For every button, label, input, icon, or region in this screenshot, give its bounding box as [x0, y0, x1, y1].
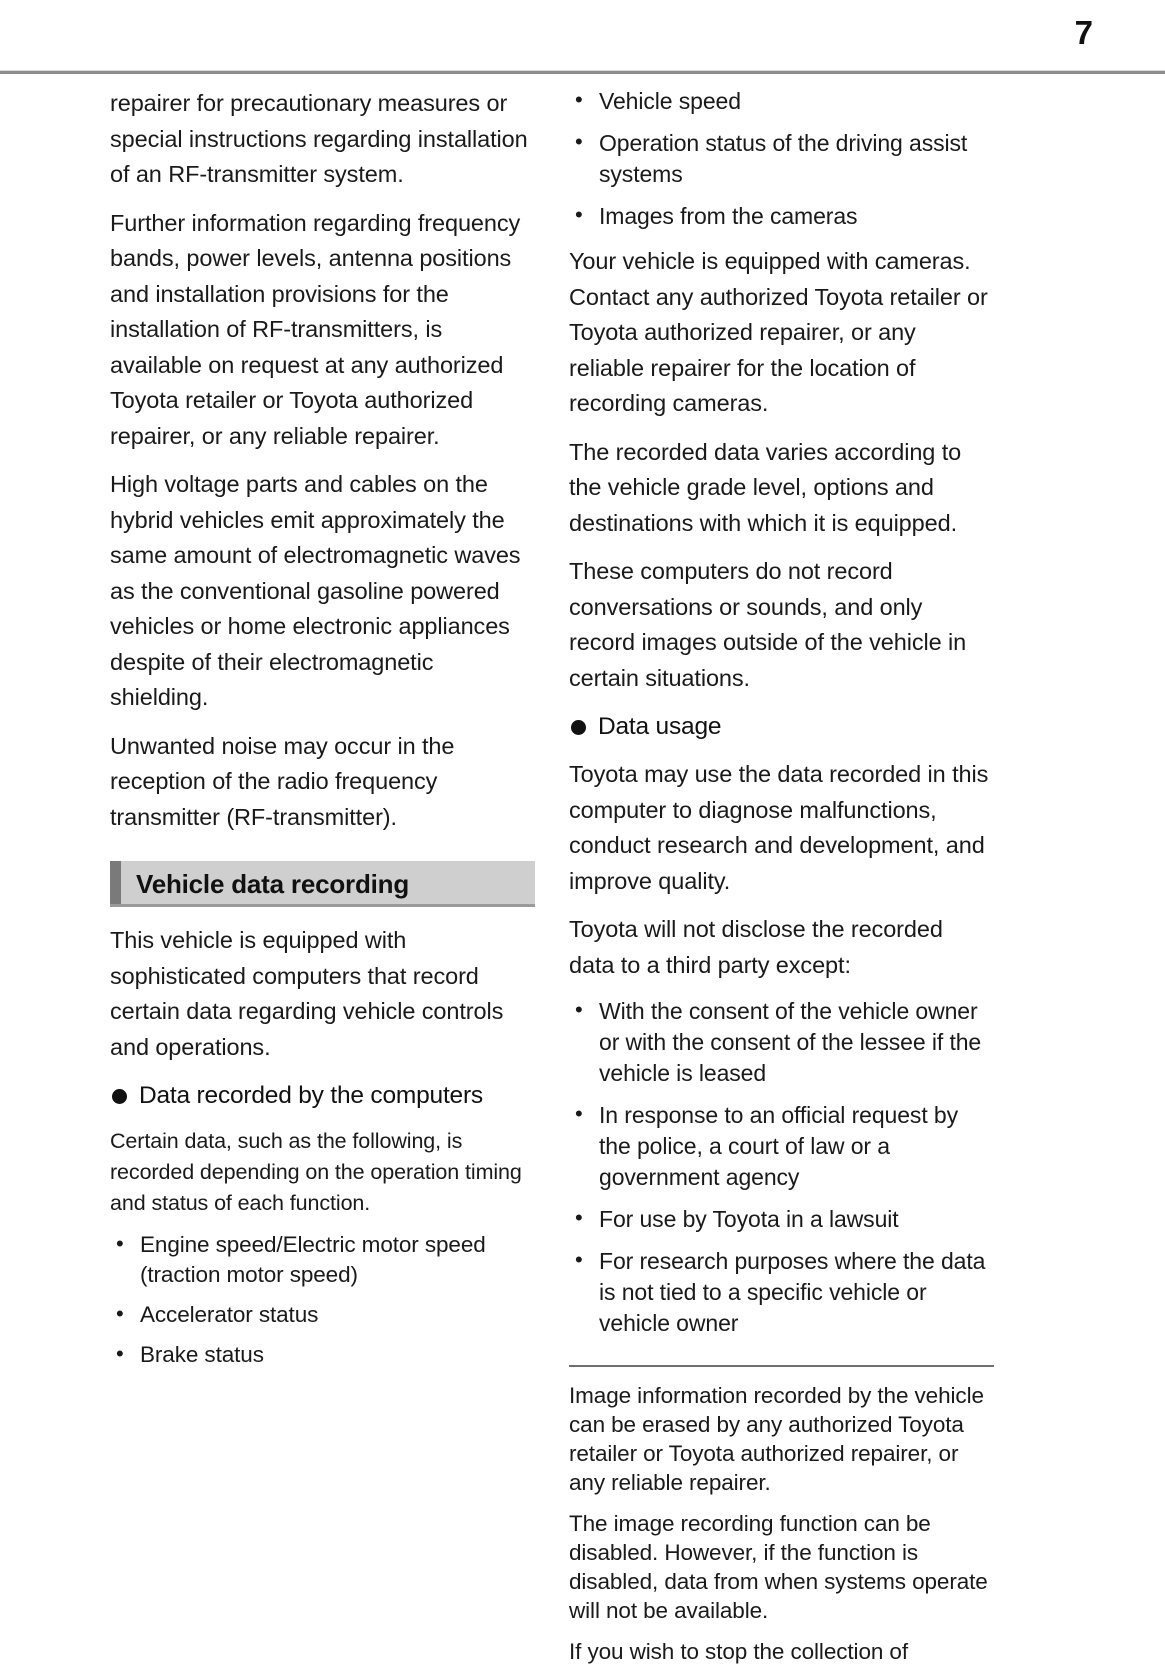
right-column [569, 86, 994, 1678]
paragraph: repairer for precautionary measures or special instructions regarding installation of an RF-transmitter system. [110, 90, 528, 187]
paragraph: These computers do not record conversations or sounds, and only record images outside of the vehicle in certain situations. [569, 558, 967, 691]
subheading-label: Data usage [598, 713, 722, 740]
section-heading-label: Vehicle data recording [136, 869, 410, 899]
left-column [110, 86, 535, 1382]
subheading-data-recorded-by-the-computers [110, 1078, 535, 1114]
paragraph: Unwanted noise may occur in the reception of the radio frequency transmitter (RF-transmitter). [110, 732, 455, 830]
recorded-data-list [110, 1230, 535, 1370]
subheading-label: Data recorded by the computers [139, 1082, 483, 1109]
list-item: • In response to an official request by the police, a court of law or a government agency [569, 1100, 994, 1193]
filled-circle-bullet-icon [571, 720, 586, 735]
recorded-data-list-continued [569, 86, 994, 232]
list-item: • Brake status [110, 1340, 535, 1370]
page-number: 7 [1074, 14, 1093, 51]
list-item: • For research purposes where the data is not tied to a specific vehicle or vehicle owner [569, 1246, 994, 1339]
page-header [0, 0, 1165, 78]
list-item: • Images from the cameras [569, 201, 994, 232]
list-item: • Accelerator status [110, 1300, 535, 1330]
paragraph: High voltage parts and cables on the hybrid vehicles emit approximately the same amount of electromagnetic waves as the conventional gasoline powered vehicles or home electronic appliances despite of their electromagnetic shielding. [110, 471, 521, 710]
body-columns [0, 86, 1165, 1664]
paragraph: Image information recorded by the vehicle can be erased by any authorized Toyota retailer or Toyota authorized repairer, or any reliable repairer. [569, 1383, 984, 1495]
footnote-divider-rule [569, 1365, 994, 1367]
paragraph: Toyota may use the data recorded in this computer to diagnose malfunctions, conduct research and development, and improve quality. [569, 761, 989, 894]
paragraph: Further information regarding frequency bands, power levels, antenna positions and installation provisions for the installation of RF-transmitters, is available on request at any authorized Toyota retailer or Toyota authorized repairer, or any reliable repairer. [110, 209, 521, 449]
section-accent-bar [110, 861, 121, 904]
list-item: • For use by Toyota in a lawsuit [569, 1204, 994, 1235]
disclosure-exceptions-list [569, 996, 994, 1339]
list-item: • Engine speed/Electric motor speed (traction motor speed) [110, 1230, 535, 1290]
paragraph: The image recording function can be disabled. However, if the function is disabled, data from when systems operate will not be available. [569, 1511, 988, 1623]
list-item: • Operation status of the driving assist systems [569, 128, 994, 190]
paragraph: The recorded data varies according to the vehicle grade level, options and destinations with which it is equipped. [569, 438, 962, 536]
paragraph: Your vehicle is equipped with cameras. Contact any authorized Toyota retailer or Toyota authorized repairer, or any reliable repairer for the location of recording cameras. [569, 248, 988, 416]
filled-circle-bullet-icon [112, 1089, 127, 1104]
section-heading-vehicle-data-recording [110, 861, 535, 907]
paragraph: Certain data, such as the following, is recorded depending on the operation timing and status of each function. [110, 1129, 522, 1215]
list-item: • With the consent of the vehicle owner or with the consent of the lessee if the vehicle is leased [569, 996, 994, 1089]
subheading-data-usage [569, 709, 994, 745]
header-divider-rule [0, 70, 1165, 74]
paragraph: If you wish to stop the collection of [569, 1639, 908, 1664]
list-item: • Vehicle speed [569, 86, 994, 117]
paragraph: Toyota will not disclose the recorded data to a third party except: [569, 916, 943, 978]
paragraph: This vehicle is equipped with sophisticated computers that record certain data regarding vehicle controls and operations. [110, 927, 504, 1060]
